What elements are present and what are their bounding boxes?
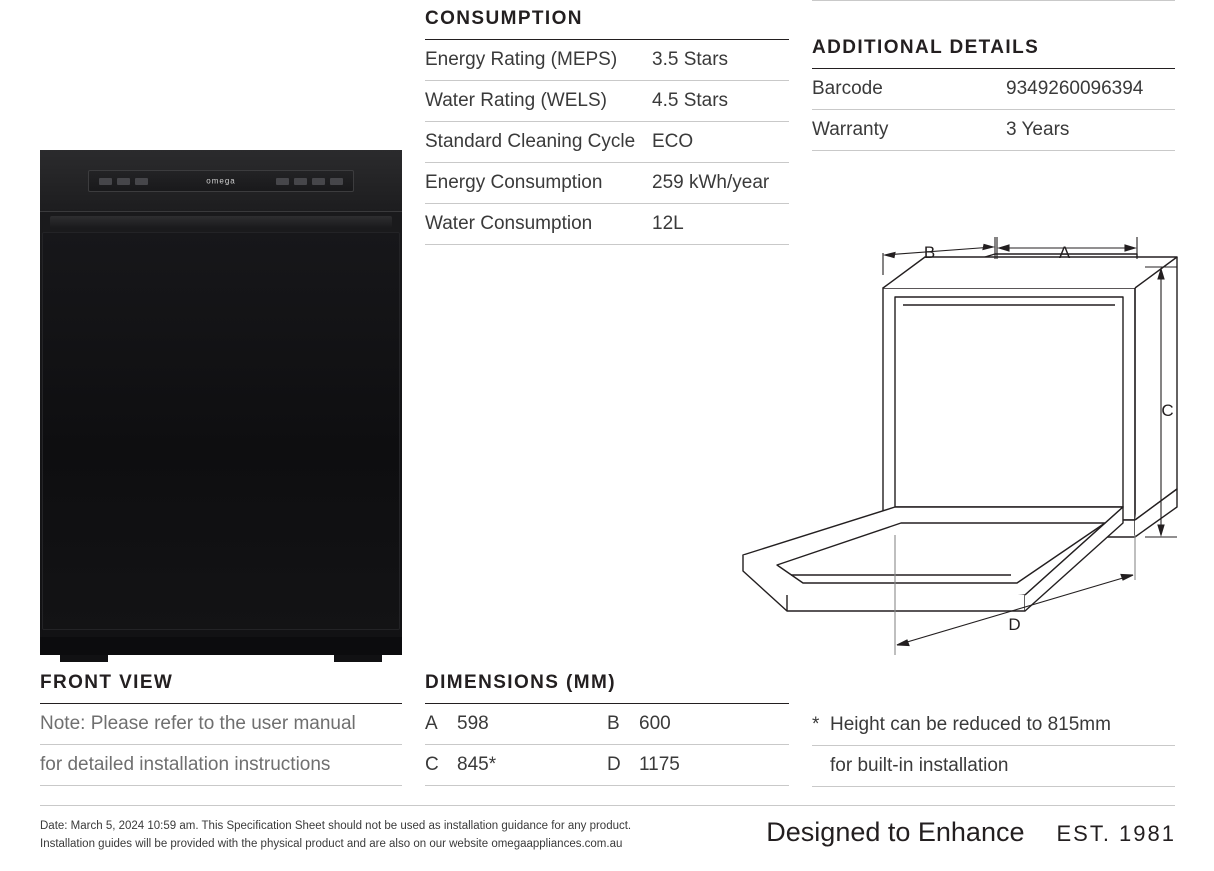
dimension-value: 598 — [457, 713, 489, 734]
dimension-drawing-svg — [725, 235, 1195, 675]
consumption-label: Energy Rating (MEPS) — [425, 49, 618, 70]
product-image — [40, 150, 402, 660]
brand-logo: omega — [206, 176, 236, 186]
control-buttons-left — [99, 178, 148, 185]
dimension-label-b: B — [923, 243, 937, 262]
consumption-value: 3.5 Stars — [652, 49, 729, 70]
installation-footnote — [812, 705, 1175, 787]
dishwasher-control-panel — [40, 150, 402, 212]
dimensions-title: DIMENSIONS (MM) — [425, 672, 789, 704]
consumption-value: 259 kWh/year — [652, 172, 770, 193]
dimension-item — [607, 745, 789, 786]
table-row — [812, 69, 1175, 110]
control-button — [294, 178, 307, 185]
footnote-line-1 — [812, 705, 1175, 746]
control-button — [312, 178, 325, 185]
dimensions-section — [425, 672, 789, 786]
dimension-key: D — [607, 754, 621, 775]
consumption-label: Energy Consumption — [425, 172, 603, 193]
dimension-item — [607, 704, 789, 745]
dimension-key: A — [425, 713, 438, 734]
dishwasher-handle — [50, 216, 392, 228]
additional-value: 3 Years — [1006, 119, 1070, 140]
consumption-title: CONSUMPTION — [425, 8, 789, 40]
front-view-note-line-1: Note: Please refer to the user manual — [40, 704, 402, 745]
asterisk: * — [812, 714, 820, 735]
additional-details-section — [812, 0, 1175, 151]
dimension-item — [425, 745, 607, 786]
dimension-label-d: D — [1008, 615, 1022, 634]
control-button — [276, 178, 289, 185]
footnote-text-2: for built-in installation — [812, 746, 1175, 787]
table-row — [425, 163, 789, 204]
disclaimer-text — [40, 818, 690, 854]
dishwasher-body — [40, 150, 402, 655]
front-view-note-line-2: for detailed installation instructions — [40, 745, 402, 786]
dimension-value: 600 — [639, 713, 671, 734]
dimension-value: 845* — [457, 754, 497, 775]
consumption-section — [425, 8, 789, 245]
consumption-label: Water Rating (WELS) — [425, 90, 607, 111]
dishwasher-display-strip — [88, 170, 354, 192]
branding-block — [766, 817, 1176, 848]
dimension-label-c: C — [1161, 401, 1175, 420]
control-button — [117, 178, 130, 185]
additional-details-title: ADDITIONAL DETAILS — [812, 37, 1175, 69]
dishwasher-kickplate — [40, 637, 402, 655]
consumption-value: 12L — [652, 213, 684, 234]
bottom-divider — [40, 805, 1175, 806]
table-row — [425, 40, 789, 81]
dishwasher-foot-right — [334, 655, 382, 662]
dimension-key: C — [425, 754, 439, 775]
table-row — [425, 122, 789, 163]
front-view-title: FRONT VIEW — [40, 672, 402, 704]
control-button — [135, 178, 148, 185]
consumption-value: ECO — [652, 131, 694, 152]
additional-value: 9349260096394 — [1006, 78, 1144, 99]
dimension-key: B — [607, 713, 620, 734]
disclaimer-line-2: Installation guides will be provided with the physical product and are also on our website omegaappliances.com.au — [40, 837, 623, 850]
consumption-label: Water Consumption — [425, 213, 593, 234]
dimension-label-a: A — [1058, 243, 1072, 262]
consumption-value: 4.5 Stars — [652, 90, 729, 111]
dimension-item — [425, 704, 607, 745]
control-buttons-right — [276, 178, 343, 185]
table-row — [425, 81, 789, 122]
table-row — [812, 110, 1175, 151]
dimensions-row — [425, 745, 789, 786]
control-button — [99, 178, 112, 185]
dimension-value: 1175 — [639, 754, 680, 775]
control-button — [330, 178, 343, 185]
dishwasher-foot-left — [60, 655, 108, 662]
dishwasher-door — [42, 232, 400, 630]
dimension-line-drawing — [725, 235, 1195, 675]
dimensions-row — [425, 704, 789, 745]
brand-slogan: Designed to Enhance — [766, 817, 1025, 847]
footnote-text-1: Height can be reduced to 815mm — [830, 714, 1111, 735]
divider — [812, 0, 1175, 1]
brand-established: EST. 1981 — [1056, 821, 1176, 846]
consumption-label: Standard Cleaning Cycle — [425, 131, 636, 152]
additional-label: Barcode — [812, 78, 883, 99]
additional-label: Warranty — [812, 119, 889, 140]
front-view-section — [40, 672, 402, 786]
disclaimer-line-1: Date: March 5, 2024 10:59 am. This Specification Sheet should not be used as installation guidance for any product. — [40, 820, 632, 832]
divider — [40, 805, 1175, 806]
